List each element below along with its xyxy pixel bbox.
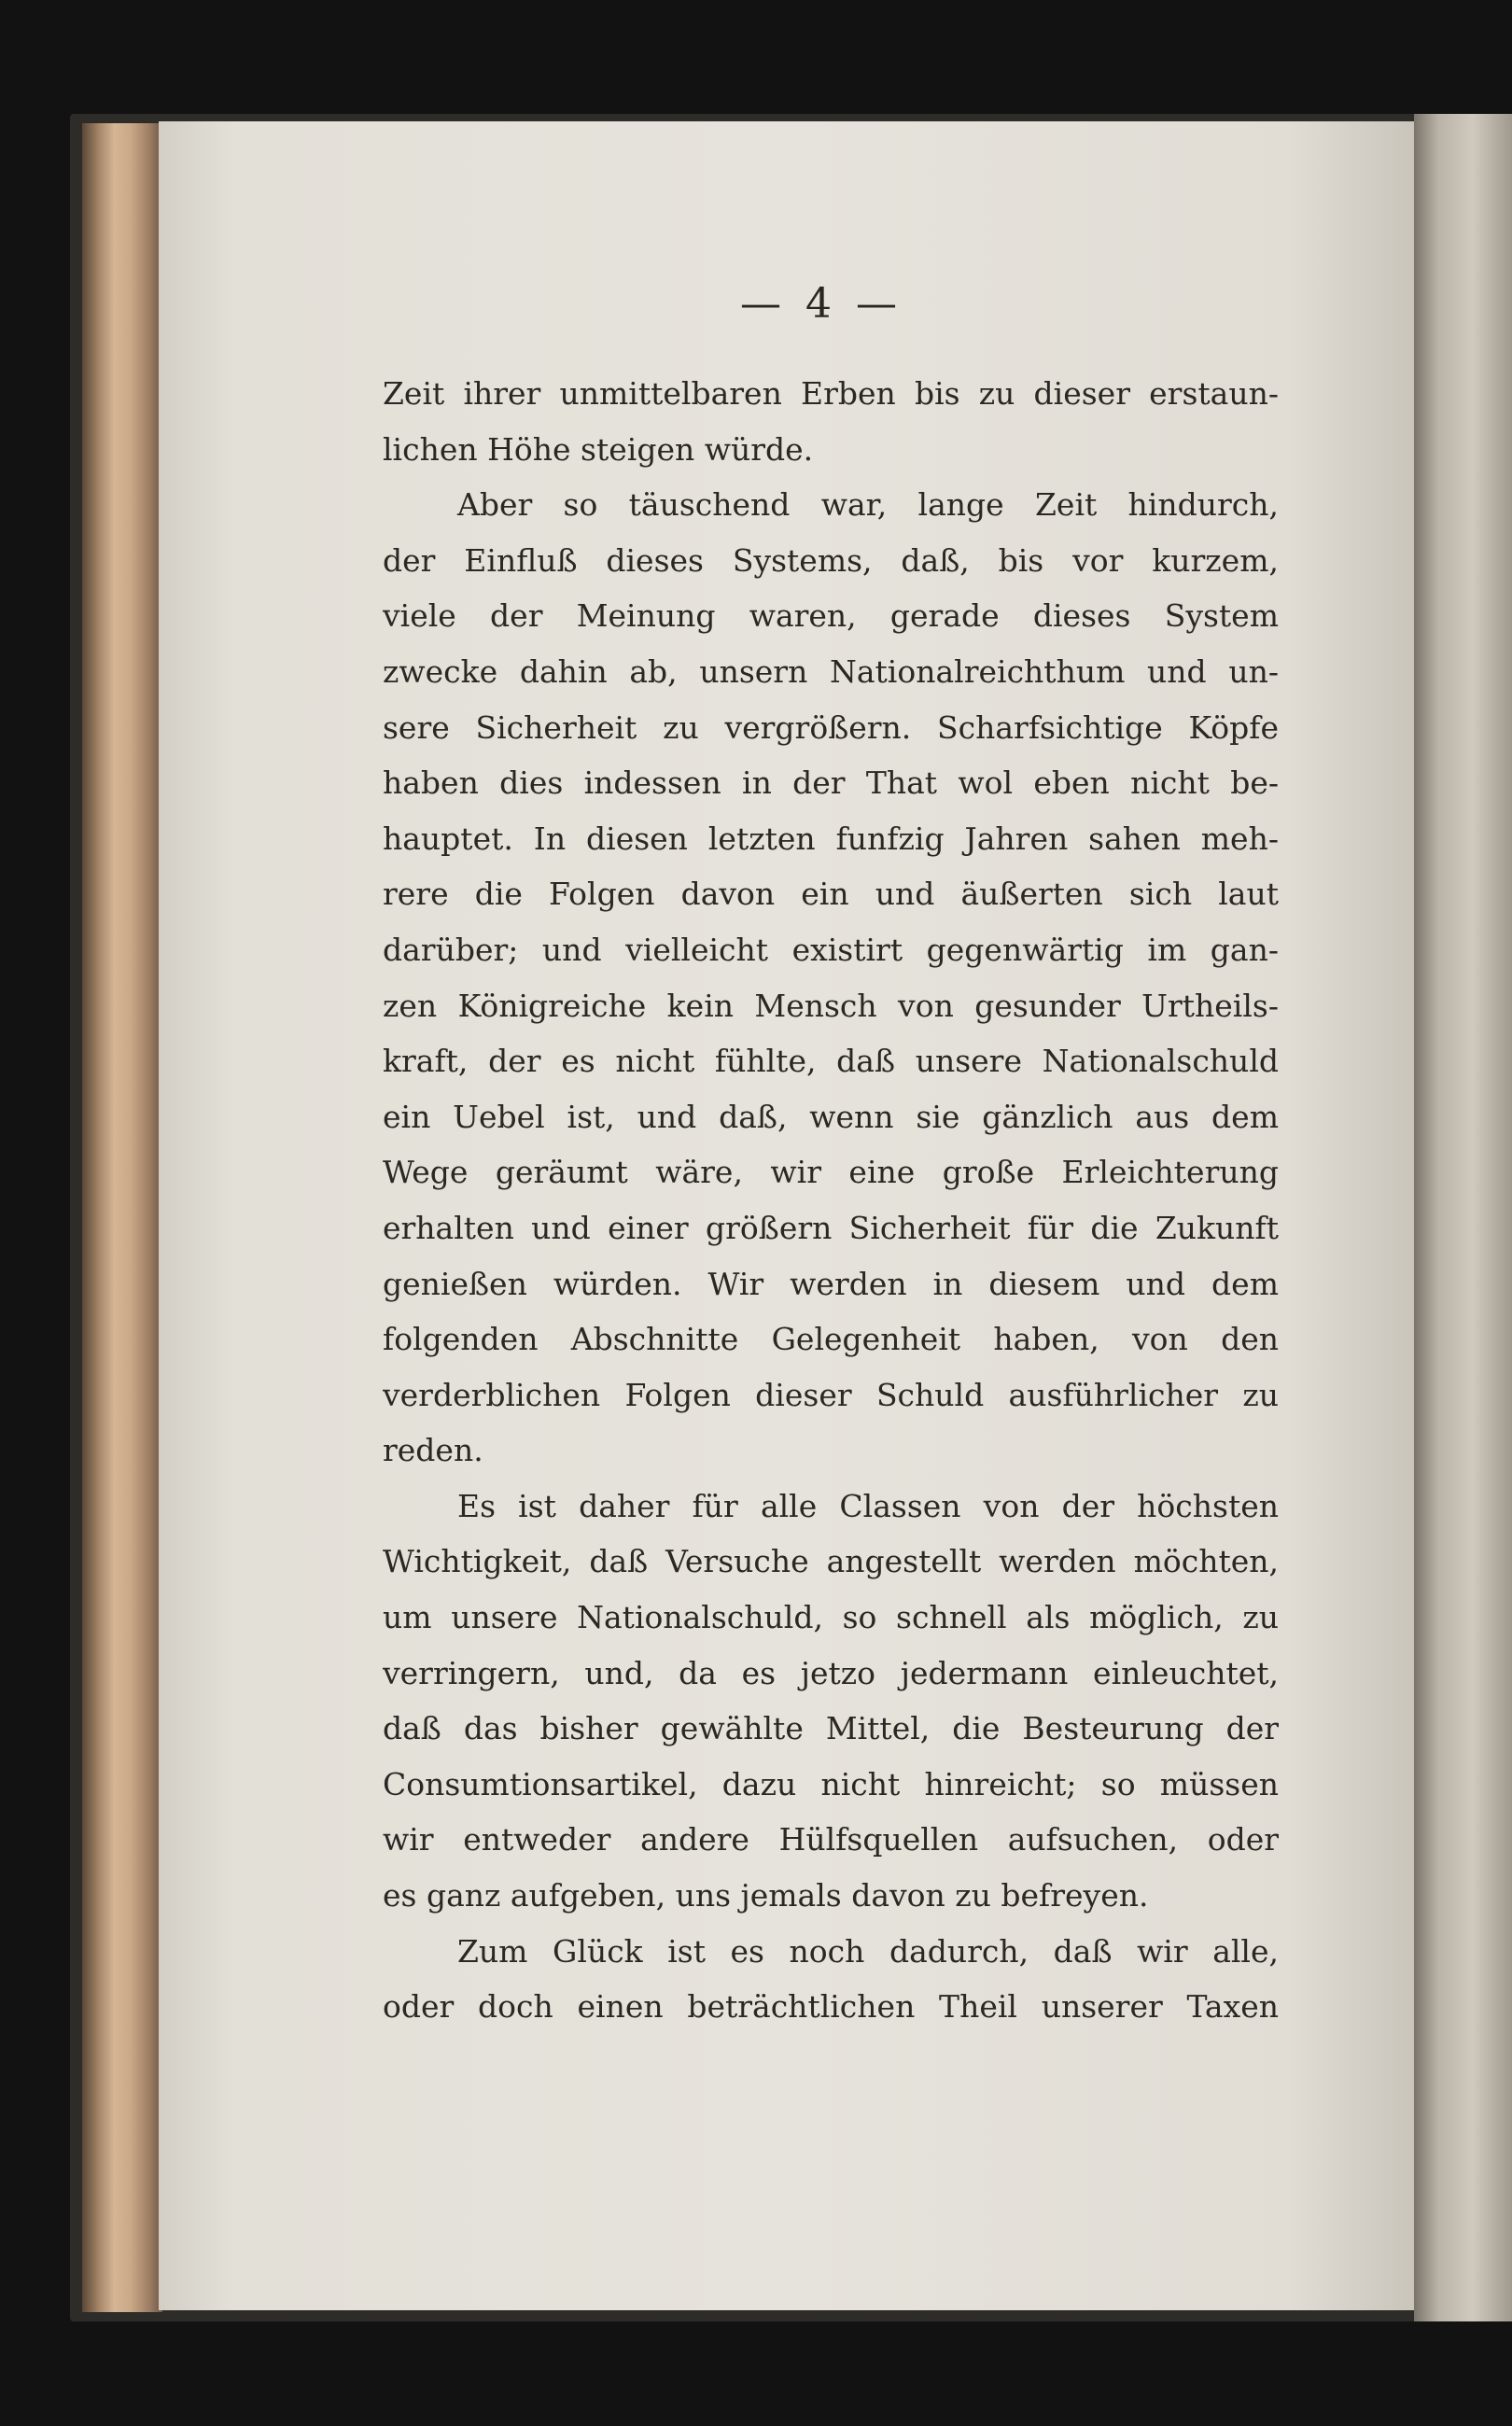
text-line: sere Sicherheit zu vergrößern. Scharfsichtige Köpfe (383, 708, 1279, 746)
text-line: genießen würden. Wir werden in diesem und dem (383, 1265, 1279, 1302)
text-line: Wichtigkeit, daß Versuche angestellt werden möchten, (383, 1543, 1279, 1580)
text-line: Wege geräumt wäre, wir eine große Erleichterung (383, 1154, 1279, 1191)
text-line: hauptet. In diesen letzten funfzig Jahren sahen meh- (383, 820, 1279, 857)
facing-page-edge (1414, 114, 1512, 2321)
page-number: — 4 — (740, 280, 903, 328)
text-line: kraft, der es nicht fühlte, daß unsere Nationalschuld (383, 1043, 1279, 1080)
text-line: ein Uebel ist, und daß, wenn sie gänzlich aus dem (383, 1098, 1279, 1135)
text-line: um unsere Nationalschuld, so schnell als möglich, zu (383, 1599, 1279, 1636)
text-line: zen Königreiche kein Mensch von gesunder Urtheils- (383, 987, 1279, 1024)
text-line: rere die Folgen davon ein und äußerten sich laut (383, 876, 1279, 913)
text-line: wir entweder andere Hülfsquellen aufsuchen, oder (383, 1821, 1279, 1858)
text-line: der Einfluß dieses Systems, daß, bis vor kurzem, (383, 541, 1279, 579)
text-line: daß das bisher gewählte Mittel, die Besteurung der (383, 1710, 1279, 1747)
text-line: verderblichen Folgen dieser Schuld ausführlicher zu (383, 1376, 1279, 1413)
text-line: zwecke dahin ab, unsern Nationalreichthum und un- (383, 652, 1279, 690)
text-line: reden. (383, 1432, 483, 1469)
text-line: viele der Meinung waren, gerade dieses System (383, 597, 1279, 635)
page-edges (82, 123, 162, 2312)
text-line: Zeit ihrer unmittelbaren Erben bis zu dieser erstaun- (383, 375, 1279, 412)
text-line: darüber; und vielleicht existirt gegenwärtig im gan- (383, 931, 1279, 968)
text-line: es ganz aufgeben, uns jemals davon zu befreyen. (383, 1877, 1149, 1914)
page-body-text (383, 366, 1279, 2035)
text-line: folgenden Abschnitte Gelegenheit haben, von den (383, 1321, 1279, 1358)
text-line: erhalten und einer größern Sicherheit für die Zukunft (383, 1209, 1279, 1246)
text-line: Es ist daher für alle Classen von der höchsten (457, 1487, 1279, 1524)
text-line: Zum Glück ist es noch dadurch, daß wir alle, (457, 1932, 1279, 1970)
text-line: lichen Höhe steigen würde. (383, 430, 814, 468)
text-line: Aber so täuschend war, lange Zeit hindurch, (457, 486, 1279, 524)
text-line: Consumtionsartikel, dazu nicht hinreicht; so müssen (383, 1765, 1279, 1802)
text-line: oder doch einen beträchtlichen Theil unserer Taxen (383, 1988, 1279, 2026)
text-line: haben dies indessen in der That wol eben nicht be- (383, 764, 1279, 802)
text-line: verringern, und, da es jetzo jedermann einleuchtet, (383, 1654, 1279, 1691)
